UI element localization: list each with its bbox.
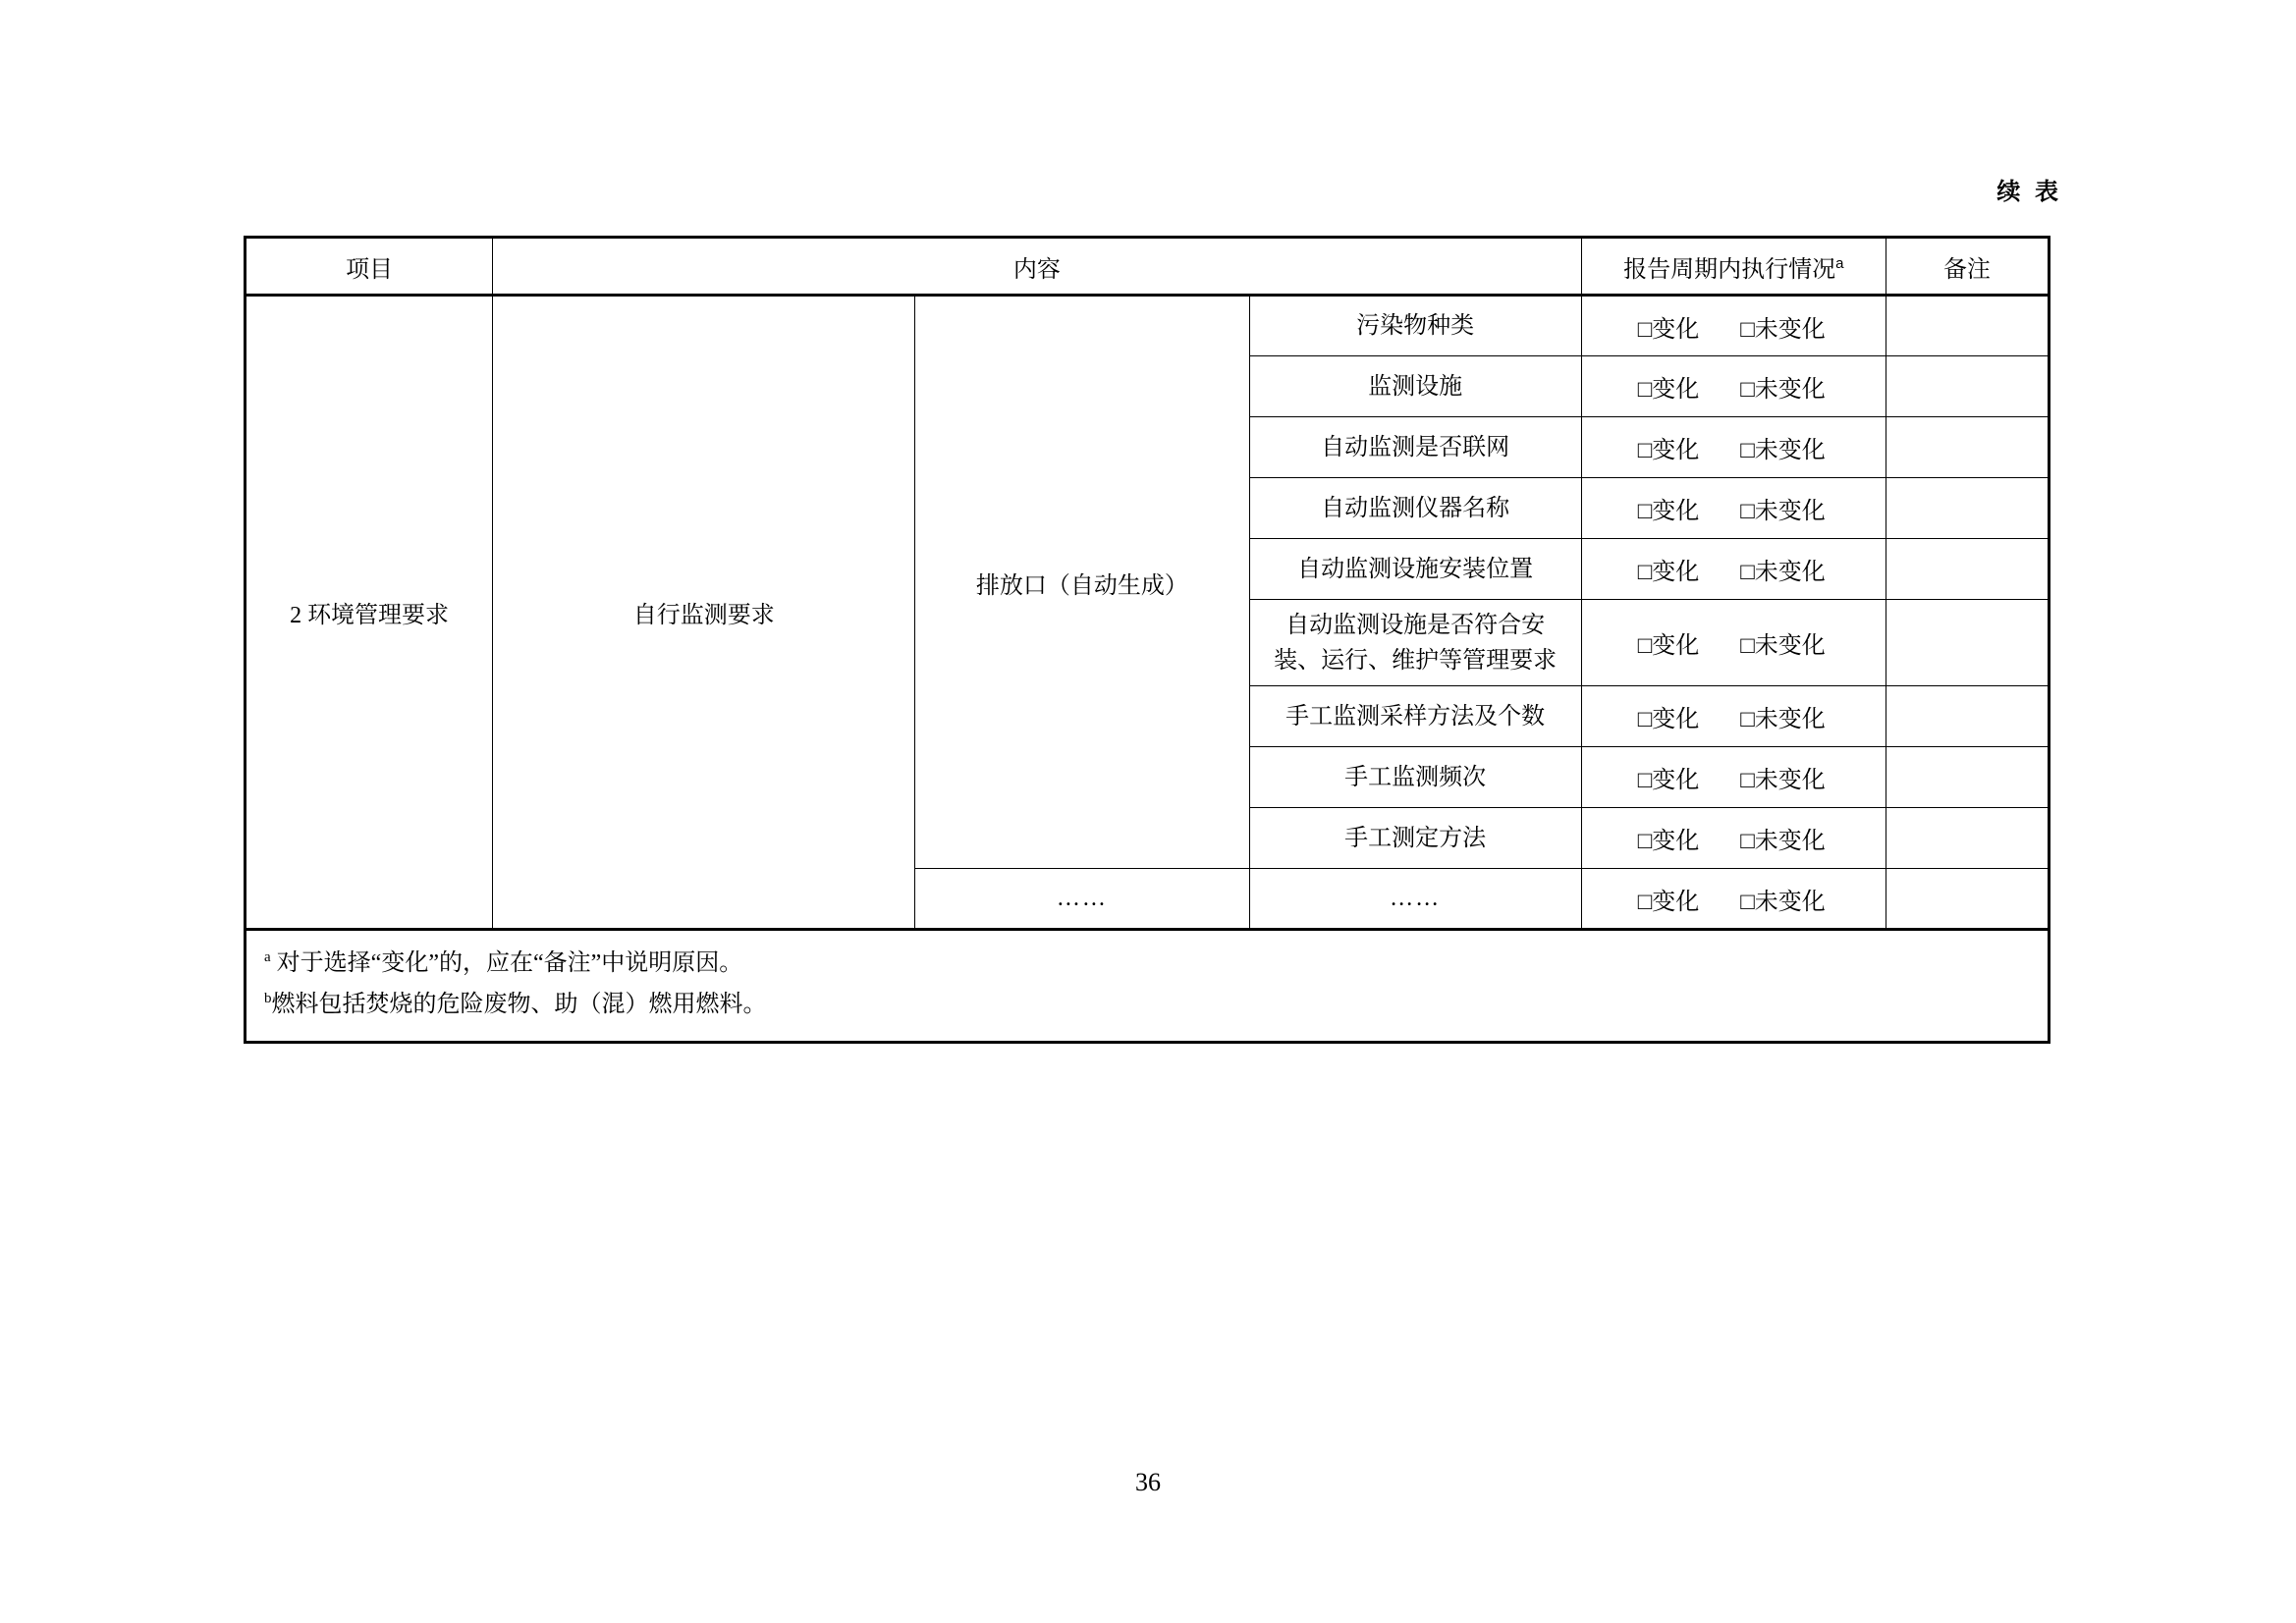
note-b-text: 燃料包括焚烧的危险废物、助（混）燃用燃料。: [271, 992, 767, 1017]
status-cell[interactable]: [1581, 356, 1886, 417]
remark-cell[interactable]: [1886, 356, 2049, 417]
cell-entry-label: 手工测定方法: [1249, 808, 1581, 869]
checkbox-unchanged[interactable]: □未变化: [1740, 633, 1826, 659]
checkbox-unchanged[interactable]: □未变化: [1740, 889, 1826, 915]
header-status-text: 报告周期内执行情况: [1623, 255, 1836, 283]
checkbox-changed[interactable]: □变化: [1637, 889, 1700, 915]
status-cell[interactable]: [1581, 600, 1886, 686]
environment-management-table: [244, 236, 2050, 1044]
checkbox-changed[interactable]: □变化: [1637, 377, 1700, 403]
note-a: [264, 943, 2030, 984]
header-status-footnote: a: [1835, 254, 1844, 272]
cell-entry-label: ……: [1249, 869, 1581, 930]
header-item: 项目: [246, 238, 493, 296]
table-notes: [246, 930, 2050, 1043]
checkbox-unchanged[interactable]: □未变化: [1740, 707, 1826, 732]
page-number: 36: [1135, 1468, 1161, 1496]
remark-cell[interactable]: [1886, 417, 2049, 478]
cell-entry-label: 手工监测采样方法及个数: [1249, 686, 1581, 747]
remark-cell[interactable]: [1886, 539, 2049, 600]
status-cell[interactable]: [1581, 686, 1886, 747]
checkbox-changed[interactable]: □变化: [1637, 438, 1700, 463]
cell-entry-label: 手工监测频次: [1249, 747, 1581, 808]
checkbox-changed[interactable]: □变化: [1637, 707, 1700, 732]
remark-cell[interactable]: [1886, 296, 2049, 356]
continued-table-label: 续 表: [1996, 179, 2062, 205]
checkbox-changed[interactable]: □变化: [1637, 499, 1700, 524]
checkbox-changed[interactable]: □变化: [1637, 560, 1700, 585]
cell-entry-label: 自动监测设施安装位置: [1249, 539, 1581, 600]
checkbox-unchanged[interactable]: □未变化: [1740, 316, 1826, 343]
cell-entry-label: 自动监测设施是否符合安装、运行、维护等管理要求: [1249, 600, 1581, 686]
header-remark: 备注: [1886, 238, 2049, 296]
note-a-text: 对于选择“变化”的，应在“备注”中说明原因。: [276, 950, 743, 976]
table-header-row: [246, 238, 2050, 296]
table-container: [244, 236, 2050, 1044]
checkbox-unchanged[interactable]: □未变化: [1740, 438, 1826, 463]
remark-cell[interactable]: [1886, 747, 2049, 808]
checkbox-changed[interactable]: □变化: [1637, 633, 1700, 659]
remark-cell[interactable]: [1886, 478, 2049, 539]
cell-outlet-ellipsis: ……: [915, 869, 1249, 930]
checkbox-unchanged[interactable]: □未变化: [1740, 499, 1826, 524]
status-cell[interactable]: [1581, 478, 1886, 539]
checkbox-changed[interactable]: □变化: [1637, 768, 1700, 793]
cell-entry-label: 监测设施: [1249, 356, 1581, 417]
checkbox-unchanged[interactable]: □未变化: [1740, 768, 1826, 793]
header-content: 内容: [493, 238, 1582, 296]
table-notes-row: [246, 930, 2050, 1043]
cell-self-monitoring-requirement: 自行监测要求: [493, 296, 915, 930]
cell-entry-label: 自动监测仪器名称: [1249, 478, 1581, 539]
cell-outlet-auto-generated: 排放口（自动生成）: [915, 296, 1249, 869]
checkbox-changed[interactable]: □变化: [1637, 829, 1700, 854]
cell-entry-label: 自动监测是否联网: [1249, 417, 1581, 478]
remark-cell[interactable]: [1886, 808, 2049, 869]
remark-cell[interactable]: [1886, 600, 2049, 686]
remark-cell[interactable]: [1886, 686, 2049, 747]
remark-cell[interactable]: [1886, 869, 2049, 930]
status-cell[interactable]: [1581, 296, 1886, 356]
checkbox-unchanged[interactable]: □未变化: [1740, 377, 1826, 403]
note-b: [264, 984, 2030, 1025]
status-cell[interactable]: [1581, 808, 1886, 869]
cell-entry-label: 污染物种类: [1249, 296, 1581, 356]
checkbox-unchanged[interactable]: □未变化: [1740, 560, 1826, 585]
status-cell[interactable]: [1581, 539, 1886, 600]
note-a-marker: a: [264, 949, 271, 965]
status-cell[interactable]: [1581, 869, 1886, 930]
checkbox-changed[interactable]: □变化: [1637, 316, 1700, 343]
status-cell[interactable]: [1581, 747, 1886, 808]
note-b-marker: b: [264, 991, 272, 1006]
cell-item-group: 2 环境管理要求: [246, 296, 493, 930]
table-row: [246, 296, 2050, 356]
checkbox-unchanged[interactable]: □未变化: [1740, 829, 1826, 854]
header-status: [1581, 238, 1886, 296]
status-cell[interactable]: [1581, 417, 1886, 478]
